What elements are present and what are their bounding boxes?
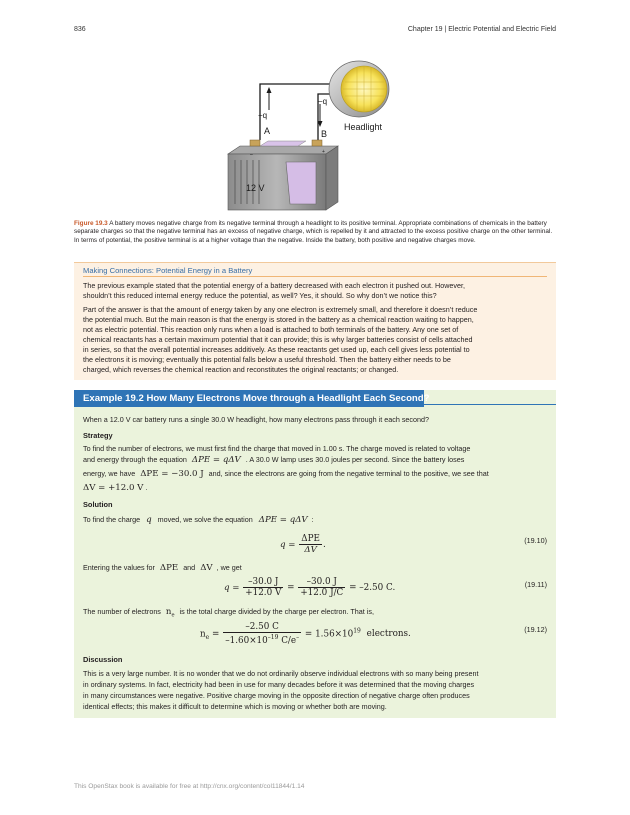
- example-box: [74, 390, 556, 718]
- solution-line-1: To find the charge q moved, we solve the equation ΔPE = qΔV :: [83, 515, 314, 525]
- equation-19-10: q = $\frac{\text{ΔPE}}{\Delta V}$ .: [280, 534, 326, 555]
- strategy-line-1: To find the number of electrons, we must first find the charge that moved in 1.00 s. The charge moved is related to voltage: [83, 444, 471, 453]
- terminal-label-b: B: [321, 129, 328, 139]
- example-question: When a 12.0 V car battery runs a single 30.0 W headlight, how many electrons pass through it each second?: [83, 415, 429, 424]
- mc-paragraph-2-line-4: chemical reactants has a certain maximum potential that it can provide; this is why larger batteries consist of cells attached: [83, 335, 473, 344]
- page-footer: This OpenStax book is available for free at http://cnx.org/content/col11844/1.14: [74, 783, 305, 790]
- battery-icon: [228, 140, 338, 210]
- strategy-equation-2: ΔPE = −30.0 J: [140, 469, 204, 479]
- strategy-equation-1: ΔPE = qΔV: [191, 455, 241, 465]
- svg-text:+: +: [322, 149, 325, 155]
- figure-label: Figure 19.3: [74, 220, 108, 227]
- mc-paragraph-1-line-1: The previous example stated that the potential energy of a battery decreased with each electron it pushed out. However,: [83, 281, 465, 290]
- mc-paragraph-2-line-3: not as electric potential. This reaction only runs when a load is attached to both terminals of the battery. Any one set of: [83, 325, 459, 334]
- chapter-title: Chapter 19 | Electric Potential and Electric Field: [407, 26, 556, 33]
- charge-label-right: −q: [318, 97, 328, 106]
- equation-19-11: q = $\frac{-30.0 J}{+12.0 V}$ = $\frac{-30.0 J}{+12.0 J/C}$ = –2.50 C.: [224, 577, 396, 598]
- svg-text:–: –: [250, 152, 253, 158]
- strategy-heading: Strategy: [83, 431, 113, 440]
- mc-paragraph-2-line-1: Part of the answer is that the amount of energy taken by any one electron is extremely small, and therefore it doesn’t reduce: [83, 305, 478, 314]
- mc-paragraph-2-line-6: the electrons it is moving; eventually this potential falls below a useful threshold. Then the battery either needs to be: [83, 355, 451, 364]
- example-title-rule: [424, 404, 556, 405]
- discussion-line-3: in many circumstances were negative. Positive charge moving in the opposite direction of negative charge often produces: [83, 691, 470, 700]
- strategy-equation-3: ΔV = +12.0 V: [83, 483, 144, 493]
- example-header: [74, 390, 556, 407]
- charge-arrow-left: [267, 87, 272, 110]
- discussion-heading: Discussion: [83, 655, 123, 664]
- mc-paragraph-1-line-2: shouldn’t this reduced internal energy reduce the potential, as well? Yes, it should. So why don’t we notice this?: [83, 291, 437, 300]
- equation-19-12: $n_e$ = $\frac{-2.50 C}{-1.60\times 10^{-19} C/e^-}$ = $1.56\times 10^{19}$ electrons.: [200, 622, 411, 646]
- solution-equation: ΔPE = qΔV: [258, 515, 308, 525]
- equation-number-19-11: (19.11): [524, 580, 547, 589]
- mc-paragraph-2-line-2: the potential much. But the main reason is that the energy is stored in the battery as a chemical reaction waiting to happen,: [83, 315, 474, 324]
- making-connections-box: [74, 262, 556, 380]
- example-title: Example 19.2 How Many Electrons Move through a Headlight Each Second?: [83, 393, 430, 404]
- strategy-line-4: ΔV = +12.0 V .: [83, 483, 148, 493]
- example-title-bar: [74, 390, 430, 407]
- making-connections-title: Making Connections: Potential Energy in a Battery: [83, 266, 253, 275]
- page-header: [74, 26, 556, 36]
- electrons-line: The number of electrons $n_e$ is the total charge divided by the charge per electron. That is,: [83, 607, 374, 619]
- discussion-line-2: in ordinary systems. In fact, electricity had been in use for many decades before it was determined that the moving charges: [83, 680, 475, 689]
- headlight-label: Headlight: [344, 122, 383, 132]
- solution-heading: Solution: [83, 500, 113, 509]
- making-connections-rule: [83, 276, 547, 277]
- terminal-label-a: A: [264, 126, 271, 136]
- charge-label-left: −q: [258, 111, 268, 120]
- equation-number-19-12: (19.12): [524, 625, 547, 634]
- figure-caption-text: A battery moves negative charge from its negative terminal through a headlight to its positive terminal. Appropriate combinations of chemicals in the battery separate charges so that the negative terminal has an excess of negative charge, which is repelled by it and attracted to the excess positive charge on the other terminal. In terms of potential, the positive terminal is at a higher voltage than the negative. Inside the battery, both positive and negative charges move.: [74, 220, 553, 244]
- battery-headlight-figure: [220, 54, 400, 212]
- equation-number-19-10: (19.10): [524, 536, 547, 545]
- mc-paragraph-2-line-5: in series, so that the overall potential increases additively. As these reactants get used up, each cell gives less potential to: [83, 345, 470, 354]
- entering-values-line: Entering the values for ΔPE and ΔV , we get: [83, 563, 242, 573]
- strategy-line-2: and energy through the equation ΔPE = qΔV . A 30.0 W lamp uses 30.0 joules per second. Since the battery loses: [83, 455, 465, 465]
- strategy-line-3: energy, we have ΔPE = −30.0 J and, since the electrons are going from the negative terminal to the positive, we see that: [83, 469, 489, 479]
- discussion-line-1: This is a very large number. It is no wonder that we do not ordinarily observe individual electrons with so many being present: [83, 669, 479, 678]
- figure-caption: [74, 220, 556, 245]
- mc-paragraph-2-line-7: charged, which reverses the chemical reaction and reconstitutes the original reactants; or changed.: [83, 365, 399, 374]
- headlight-icon: [329, 61, 389, 117]
- page-number: 836: [74, 26, 86, 33]
- discussion-line-4: identical effects; this makes it difficult to determine which is moving or whether both are moving.: [83, 702, 387, 711]
- voltage-label: 12 V: [246, 183, 265, 193]
